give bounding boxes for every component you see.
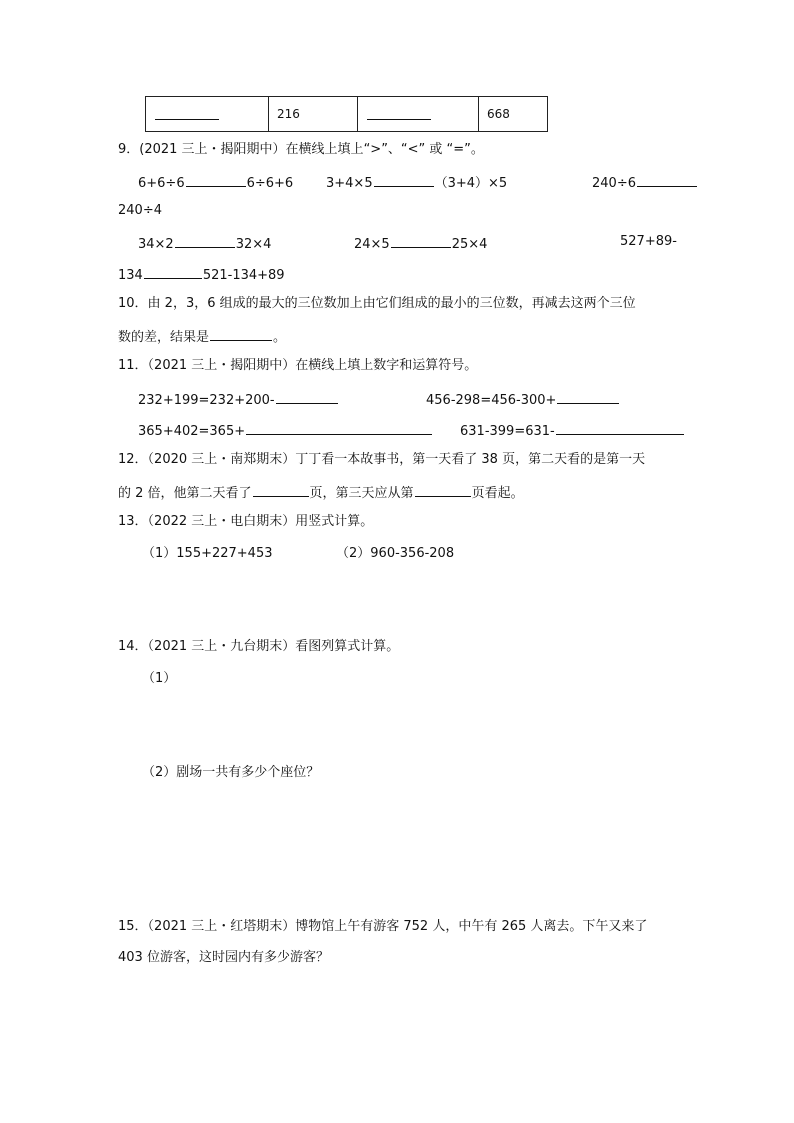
answer-blank[interactable] bbox=[374, 172, 434, 187]
question-12-line2 bbox=[118, 482, 524, 503]
table-cell: 668 bbox=[479, 97, 548, 132]
expr-right: 25×4 bbox=[451, 237, 488, 252]
expr-right: （3+4）×5 bbox=[434, 176, 508, 191]
question-13-part2: （2）960-356-208 bbox=[336, 546, 455, 561]
fill-item-d bbox=[460, 420, 685, 441]
question-12-line1: 12．（2020 三上・南郑期末）丁丁看一本故事书，第一天看了 38 页，第二天看的是第一天 bbox=[118, 452, 646, 467]
compare-item-d bbox=[138, 233, 271, 254]
answer-blank[interactable] bbox=[637, 172, 697, 187]
expr: 232+199=232+200- bbox=[138, 393, 275, 408]
answer-blank[interactable] bbox=[210, 326, 272, 341]
expr-left: 134 bbox=[118, 268, 143, 283]
compare-item-c-cont: 240÷4 bbox=[118, 203, 162, 218]
expr: 365+402=365+ bbox=[138, 424, 246, 439]
text: 的 2 倍，他第二天看了 bbox=[118, 486, 252, 501]
expr-left: 24×5 bbox=[354, 237, 390, 252]
question-14-part2: （2）剧场一共有多少个座位？ bbox=[142, 765, 320, 780]
question-15-line1: 15．（2021 三上・红塔期末）博物馆上午有游客 752 人，中午有 265 人离去。下午又来了 bbox=[118, 919, 648, 934]
expr-left: 34×2 bbox=[138, 237, 174, 252]
table-cell-blank[interactable] bbox=[358, 97, 479, 132]
expr-left: 240÷6 bbox=[592, 176, 636, 191]
question-14-title: 14．（2021 三上・九台期末）看图列算式计算。 bbox=[118, 639, 400, 654]
answer-blank[interactable] bbox=[175, 233, 235, 248]
question-13-part1: （1）155+227+453 bbox=[142, 546, 273, 561]
answer-blank[interactable] bbox=[556, 420, 684, 435]
question-13-title: 13．（2022 三上・电白期末）用竖式计算。 bbox=[118, 514, 374, 529]
table-cell-blank[interactable] bbox=[146, 97, 269, 132]
fill-item-b bbox=[426, 389, 620, 410]
compare-item-a bbox=[138, 172, 293, 193]
answer-blank[interactable] bbox=[144, 264, 202, 279]
table-cell: 216 bbox=[269, 97, 358, 132]
question-10-line1: 10．由 2，3，6 组成的最大的三位数加上由它们组成的最小的三位数，再减去这两个三位 bbox=[118, 296, 636, 311]
compare-item-e bbox=[354, 233, 487, 254]
fill-item-a bbox=[138, 389, 339, 410]
expr: 631-399=631- bbox=[460, 424, 555, 439]
question-14-part1: （1） bbox=[142, 671, 177, 686]
answer-blank[interactable] bbox=[557, 389, 619, 404]
question-9-prefix: 9．(2021 三上・揭阳期中）在横线上填上 bbox=[118, 142, 364, 157]
answer-blank[interactable] bbox=[246, 420, 432, 435]
expr-right: 6÷6+6 bbox=[246, 176, 294, 191]
compare-item-f-cont bbox=[118, 264, 285, 285]
table-row bbox=[146, 97, 548, 132]
expr: 456-298=456-300+ bbox=[426, 393, 557, 408]
expr-left: 6+6÷6 bbox=[138, 176, 185, 191]
answer-blank[interactable] bbox=[186, 172, 246, 187]
compare-item-c bbox=[592, 172, 698, 193]
text: 页，第三天应从第 bbox=[309, 486, 414, 501]
answer-blank[interactable] bbox=[415, 482, 471, 497]
question-9-symbols: “>”、“<” 或 “=”。 bbox=[363, 142, 484, 157]
answer-table bbox=[145, 96, 548, 132]
answer-blank[interactable] bbox=[276, 389, 338, 404]
text: 。 bbox=[273, 330, 287, 345]
question-10-line2 bbox=[118, 326, 286, 347]
compare-item-f: 527+89- bbox=[620, 234, 677, 249]
text: 数的差，结果是 bbox=[118, 330, 210, 345]
answer-blank[interactable] bbox=[253, 482, 309, 497]
fill-item-c bbox=[138, 420, 433, 441]
answer-blank[interactable] bbox=[391, 233, 451, 248]
compare-item-b bbox=[326, 172, 507, 193]
question-9-title bbox=[118, 141, 484, 159]
text: 页看起。 bbox=[471, 486, 524, 501]
question-15-line2: 403 位游客，这时园内有多少游客？ bbox=[118, 950, 329, 965]
expr-right: 32×4 bbox=[235, 237, 272, 252]
expr-right: 521-134+89 bbox=[202, 268, 285, 283]
question-11-title: 11．（2021 三上・揭阳期中）在横线上填上数字和运算符号。 bbox=[118, 358, 478, 373]
expr-left: 3+4×5 bbox=[326, 176, 373, 191]
